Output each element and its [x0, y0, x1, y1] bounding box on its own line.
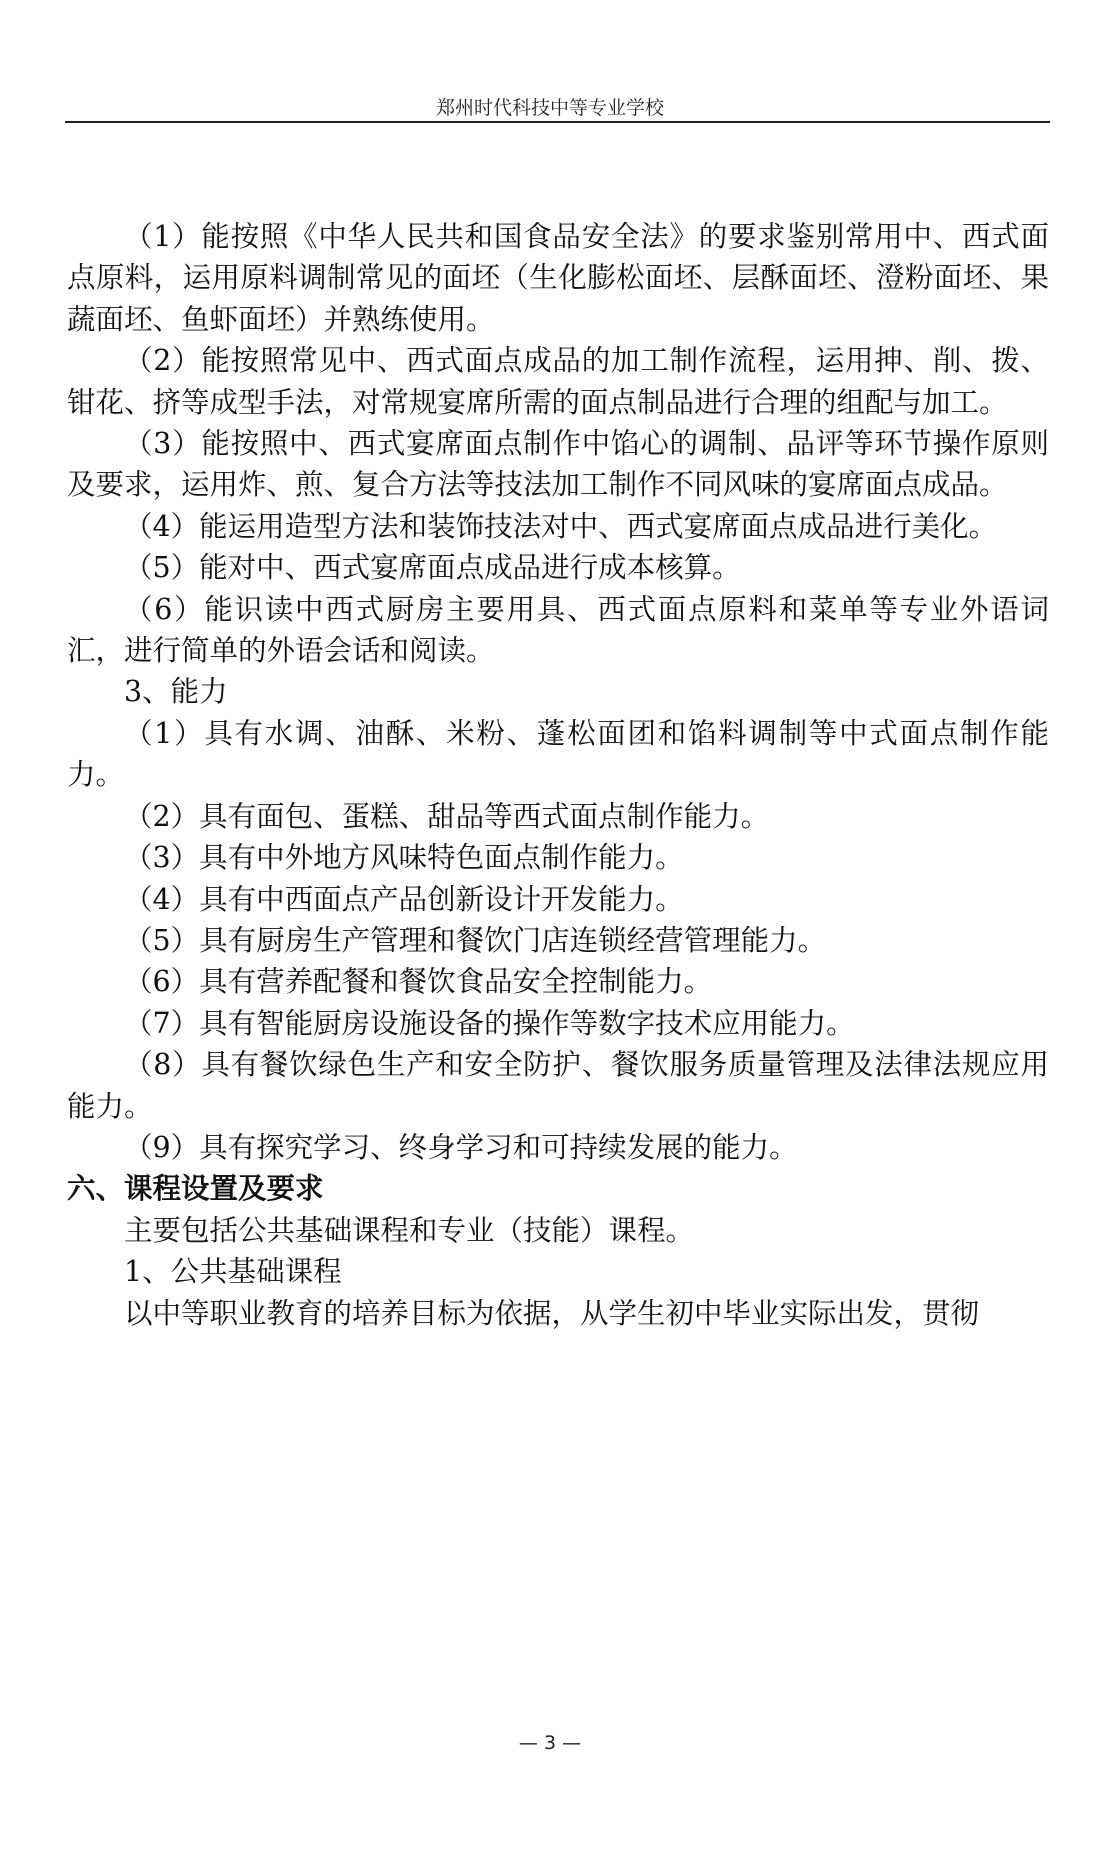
paragraph-knowledge-5: （5）能对中、西式宴席面点成品进行成本核算。 — [124, 551, 741, 585]
page-header: 郑州时代科技中等专业学校 — [435, 97, 664, 119]
paragraph-public-courses: 以中等职业教育的培养目标为依据，从学生初中毕业实际出发，贯彻 — [124, 1296, 980, 1330]
section-heading-curriculum: 六、课程设置及要求 — [67, 1172, 324, 1206]
paragraph-ability-8: （8）具有餐饮绿色生产和安全防护、餐饮服务质量管理及法律法规应用能力。 — [67, 1048, 1049, 1123]
paragraph-knowledge-2: （2）能按照常见中、西式面点成品的加工制作流程，运用抻、削、拨、钳花、挤等成型手法，对常规宴席所需的面点制品进行合理的组配与加工。 — [67, 344, 1049, 419]
subheading-ability: 3、能力 — [124, 675, 228, 709]
subheading-public-courses: 1、公共基础课程 — [124, 1255, 342, 1289]
header-rule — [65, 121, 1050, 123]
paragraph-knowledge-6: （6）能识读中西式厨房主要用具、西式面点原料和菜单等专业外语词汇，进行简单的外语会话和阅读。 — [67, 592, 1049, 668]
paragraph-ability-3: （3）具有中外地方风味特色面点制作能力。 — [124, 841, 684, 875]
paragraph-ability-9: （9）具有探究学习、终身学习和可持续发展的能力。 — [124, 1130, 798, 1164]
paragraph-knowledge-1: （1）能按照《中华人民共和国食品安全法》的要求鉴别常用中、西式面点原料，运用原料调制常见的面坯（生化膨松面坯、层酥面坯、澄粉面坯、果蔬面坯、鱼虾面坯）并熟练使用。 — [67, 220, 1049, 336]
paragraph-ability-4: （4）具有中西面点产品创新设计开发能力。 — [124, 882, 684, 916]
page-number: — 3 — — [518, 1732, 582, 1754]
paragraph-ability-7: （7）具有智能厨房设施设备的操作等数字技术应用能力。 — [124, 1006, 855, 1040]
document-body — [67, 216, 1049, 1334]
paragraph-curriculum-intro: 主要包括公共基础课程和专业（技能）课程。 — [124, 1213, 695, 1247]
paragraph-knowledge-3: （3）能按照中、西式宴席面点制作中馅心的调制、品评等环节操作原则及要求，运用炸、煎、复合方法等技法加工制作不同风味的宴席面点成品。 — [67, 427, 1049, 502]
paragraph-ability-6: （6）具有营养配餐和餐饮食品安全控制能力。 — [124, 965, 713, 999]
paragraph-ability-1: （1）具有水调、油酥、米粉、蓬松面团和馅料调制等中式面点制作能力。 — [67, 716, 1049, 792]
paragraph-ability-5: （5）具有厨房生产管理和餐饮门店连锁经营管理能力。 — [124, 923, 827, 957]
paragraph-ability-2: （2）具有面包、蛋糕、甜品等西式面点制作能力。 — [124, 799, 770, 833]
paragraph-knowledge-4: （4）能运用造型方法和装饰技法对中、西式宴席面点成品进行美化。 — [124, 509, 998, 543]
